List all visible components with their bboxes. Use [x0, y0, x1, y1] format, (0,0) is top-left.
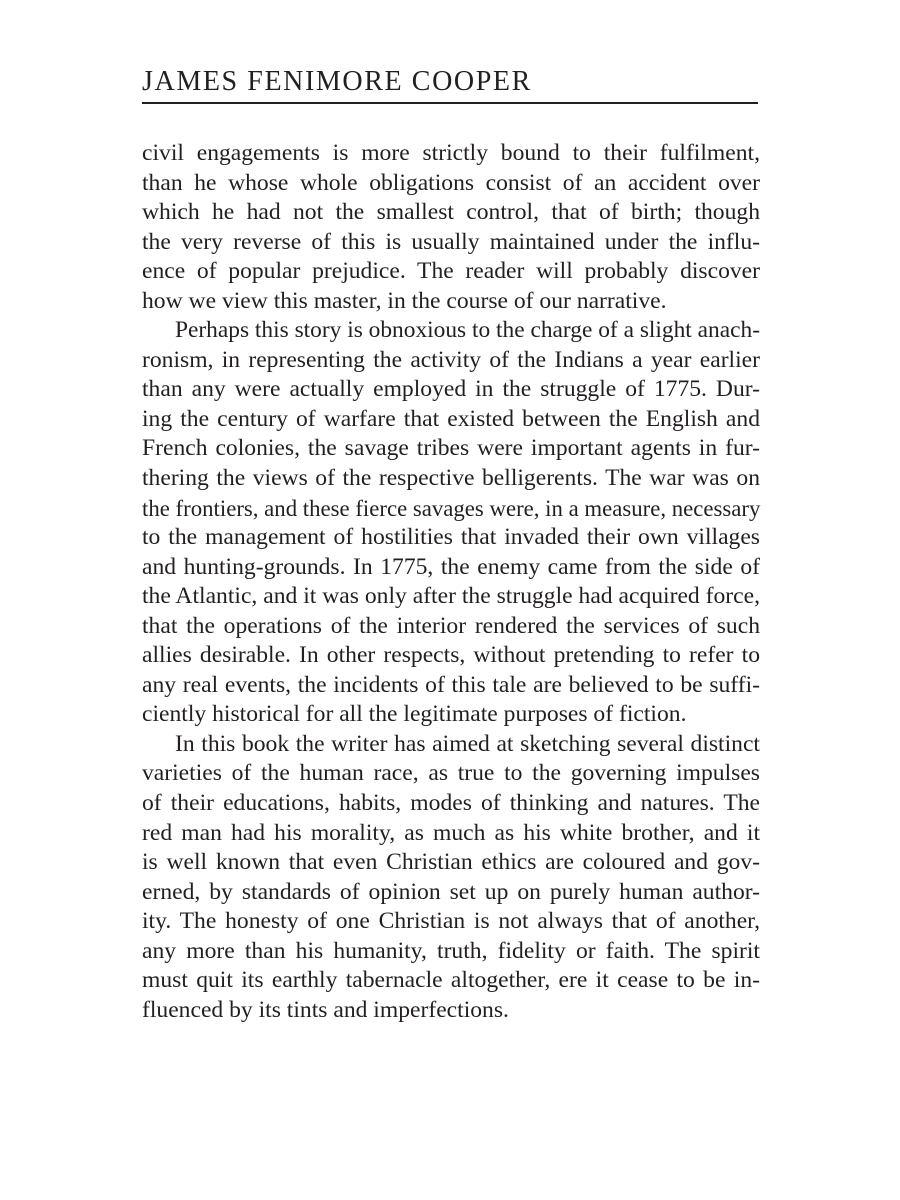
- paragraph-3: [142, 730, 760, 1025]
- text-line: French colonies, the savage tribes were important agents in fur-: [142, 435, 760, 462]
- text-line: fluenced by its tints and imperfections.: [142, 996, 509, 1023]
- text-line: is well known that even Christian ethics are coloured and gov-: [142, 849, 760, 876]
- text-line: ronism, in representing the activity of the Indians a year earlier: [142, 346, 760, 373]
- text-line: of their educations, habits, modes of thinking and natures. The: [142, 790, 760, 817]
- text-line: erned, by standards of opinion set up on purely human author-: [142, 878, 760, 905]
- text-line: varieties of the human race, as true to the governing impulses: [142, 760, 760, 787]
- running-head-title: JAMES FENIMORE COOPER: [142, 66, 532, 97]
- text-line: the frontiers, and these fierce savages were, in a measure, necessary: [142, 495, 761, 521]
- text-line: how we view this master, in the course of our narrative.: [142, 287, 667, 314]
- text-line: ing the century of warfare that existed between the English and: [142, 405, 760, 432]
- text-line: and hunting-grounds. In 1775, the enemy came from the side of: [142, 553, 760, 580]
- text-line: thering the views of the respective belligerents. The war was on: [142, 465, 760, 492]
- text-line: than he whose whole obligations consist of an accident over: [142, 169, 760, 196]
- body-text: [142, 139, 760, 1025]
- text-line: any real events, the incidents of this tale are believed to be suffi-: [142, 671, 760, 698]
- text-line: ity. The honesty of one Christian is not always that of another,: [142, 908, 760, 935]
- text-line: allies desirable. In other respects, without pretending to refer to: [142, 642, 760, 669]
- text-line: ence of popular prejudice. The reader will probably discover: [142, 258, 760, 285]
- paragraph-2: [142, 316, 760, 730]
- text-line: to the management of hostilities that invaded their own villages: [142, 524, 760, 551]
- text-line: Perhaps this story is obnoxious to the charge of a slight anach-: [175, 317, 760, 344]
- text-line: that the operations of the interior rendered the services of such: [142, 612, 760, 639]
- text-line: any more than his humanity, truth, fidelity or faith. The spirit: [142, 937, 760, 964]
- text-line: than any were actually employed in the struggle of 1775. Dur-: [142, 376, 760, 403]
- text-line: ciently historical for all the legitimate purposes of fiction.: [142, 701, 687, 728]
- text-line: civil engagements is more strictly bound to their fulfilment,: [142, 140, 760, 166]
- text-line: the very reverse of this is usually maintained under the influ-: [142, 228, 760, 255]
- text-line: In this book the writer has aimed at sketching several distinct: [175, 730, 760, 757]
- text-line: red man had his morality, as much as his white brother, and it: [142, 819, 760, 846]
- text-line: which he had not the smallest control, that of birth; though: [142, 199, 760, 226]
- paragraph-1: [142, 139, 760, 316]
- running-head: [142, 66, 758, 104]
- text-line: must quit its earthly tabernacle altogether, ere it cease to be in-: [142, 967, 760, 994]
- text-line: the Atlantic, and it was only after the struggle had acquired force,: [142, 583, 760, 610]
